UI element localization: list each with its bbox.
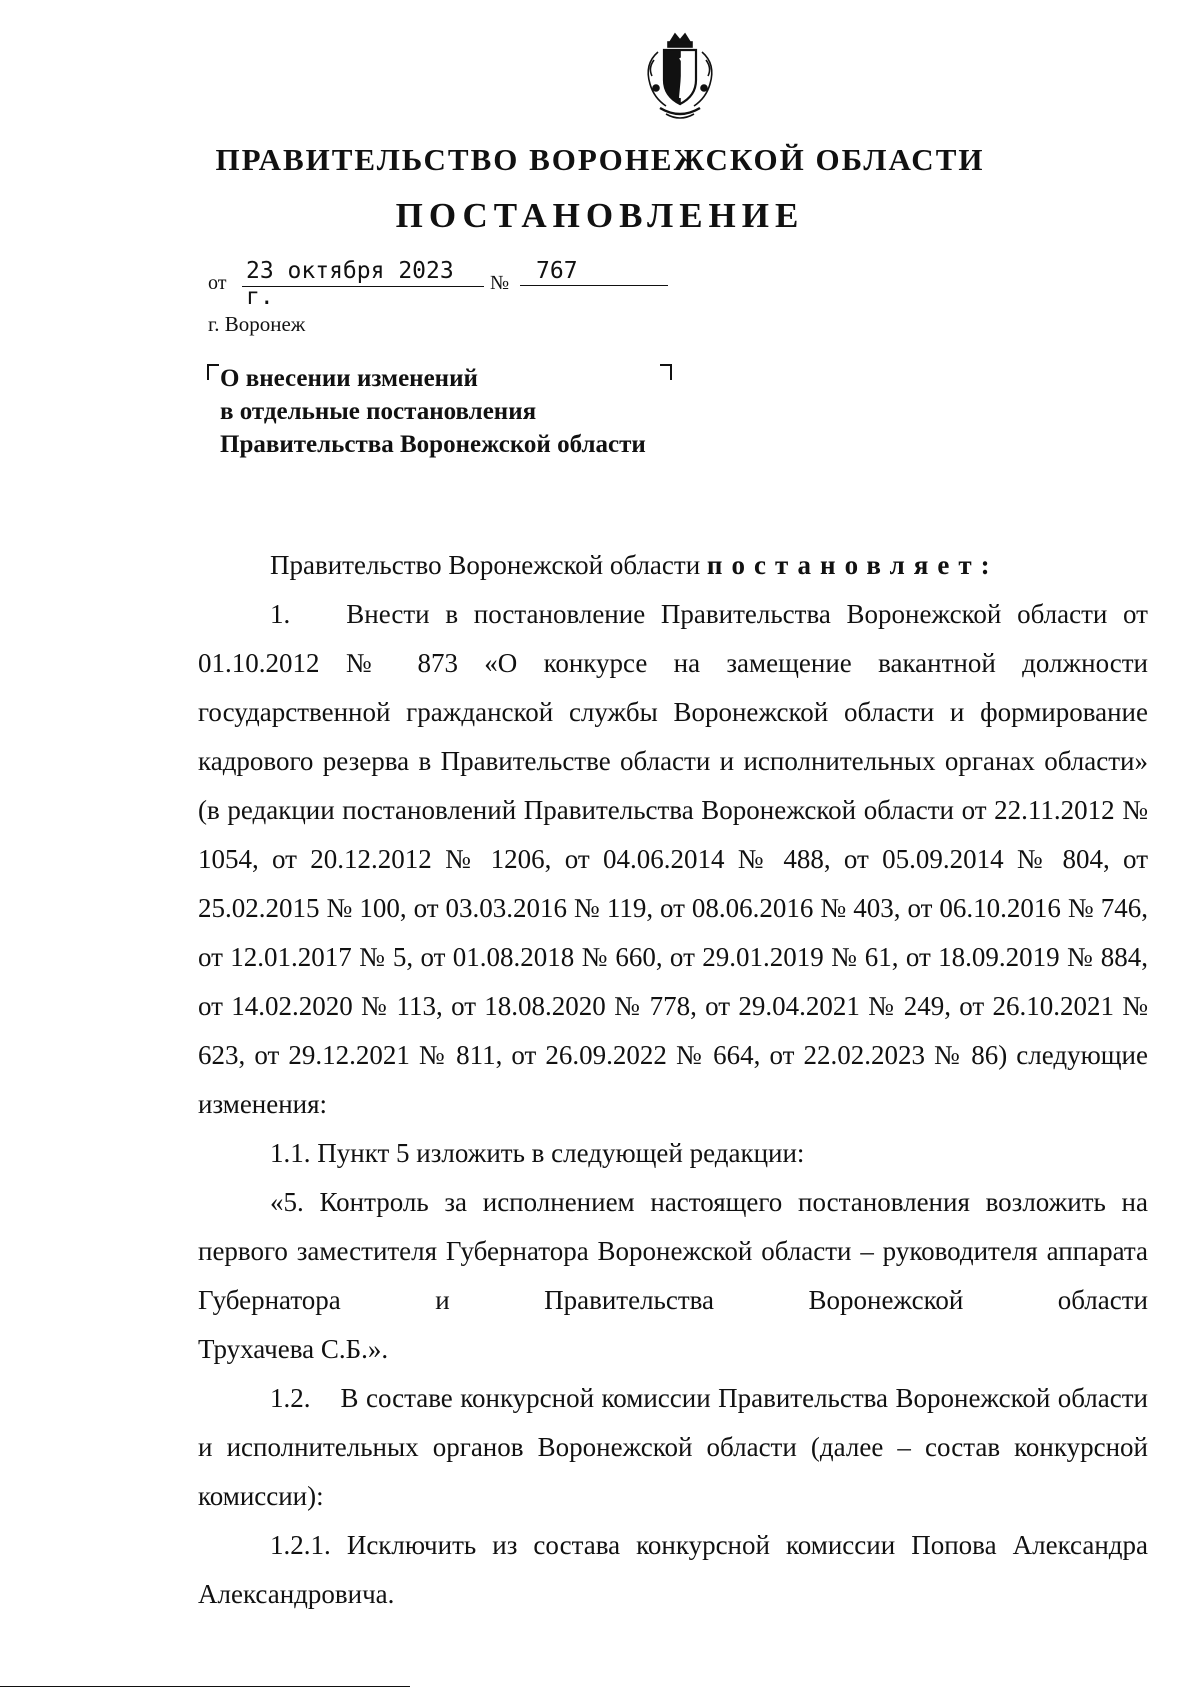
subject-line: О внесении изменений: [220, 365, 478, 392]
coat-of-arms-emblem-icon: [630, 28, 730, 128]
item-1-1: 1.1. Пункт 5 изложить в следующей редакции:: [270, 1138, 805, 1168]
city: г. Воронеж: [208, 312, 306, 336]
item-5-quote: «5. Контроль за исполнением настоящего постановления возложить на первого заместителя Губернатора Воронежской области – руководителя аппарата Губернатора и Правительства Воронежской области: [198, 1187, 1148, 1315]
item-1: [198, 590, 1148, 1129]
preamble-text: Правительство Воронежской области: [270, 550, 707, 580]
preamble-verb: постановляет:: [706, 550, 999, 580]
document-type: ПОСТАНОВЛЕНИЕ: [395, 196, 805, 235]
item-1-text: Внести в постановление Правительства Воронежской области от 01.10.2012 № 873 «О конкурсе на замещение вакантной должности государственной гражданской службы Воронежской области и формирование кадрового резерва в Правительстве области и исполнительных органах области» (в редакции постановлений Правительства Воронежской области от 22.11.2012 № 1054, от 20.12.2012 № 1206, от 04.06.2014 № 488, от 05.09.2014 № 804, от 25.02.2015 № 100, от 03.03.2016 № 119, от 08.06.2016 № 403, от 06.10.2016 № 746, от 12.01.2017 № 5, от 01.08.2018 № 660, от 29.01.2019 № 61, от 18.09.2019 № 884, от 14.02.2020 № 113, от 18.08.2020 № 778, от 29.04.2021 № 249, от 26.10.2021 № 623, от 29.12.2021 № 811, от 26.09.2022 № 664, от 22.02.2023 № 86) следующие изменения:: [198, 599, 1148, 1119]
organization-title: ПРАВИТЕЛЬСТВО ВОРОНЕЖСКОЙ ОБЛАСТИ: [215, 142, 985, 177]
item-1-number: 1.: [270, 599, 291, 629]
footer-rule: [0, 1686, 410, 1687]
subject-bracket-left: [207, 364, 219, 380]
date-prefix: от: [208, 272, 227, 294]
document-body: [198, 541, 1148, 1619]
item-5-quote-end: Трухачева С.Б.».: [198, 1334, 389, 1364]
item-1-2-1: 1.2.1. Исключить из состава конкурсной комиссии Попова Александра Александровича.: [198, 1530, 1148, 1609]
preamble: [198, 541, 1148, 590]
item-1-2: [198, 1374, 1148, 1521]
item-1-2-text: В составе конкурсной комиссии Правительства Воронежской области и исполнительных органов Воронежской области (далее – состав конкурсной комиссии):: [198, 1383, 1148, 1511]
item-1-2-number: 1.2.: [270, 1383, 311, 1413]
number-prefix: №: [490, 272, 510, 294]
date-number-line: [208, 258, 678, 310]
document-subject: [220, 362, 780, 461]
document-number: 767: [520, 258, 668, 286]
subject-line: Правительства Воронежской области: [220, 431, 646, 458]
subject-line: в отдельные постановления: [220, 398, 537, 425]
document-date: 23 октября 2023 г.: [242, 258, 484, 287]
